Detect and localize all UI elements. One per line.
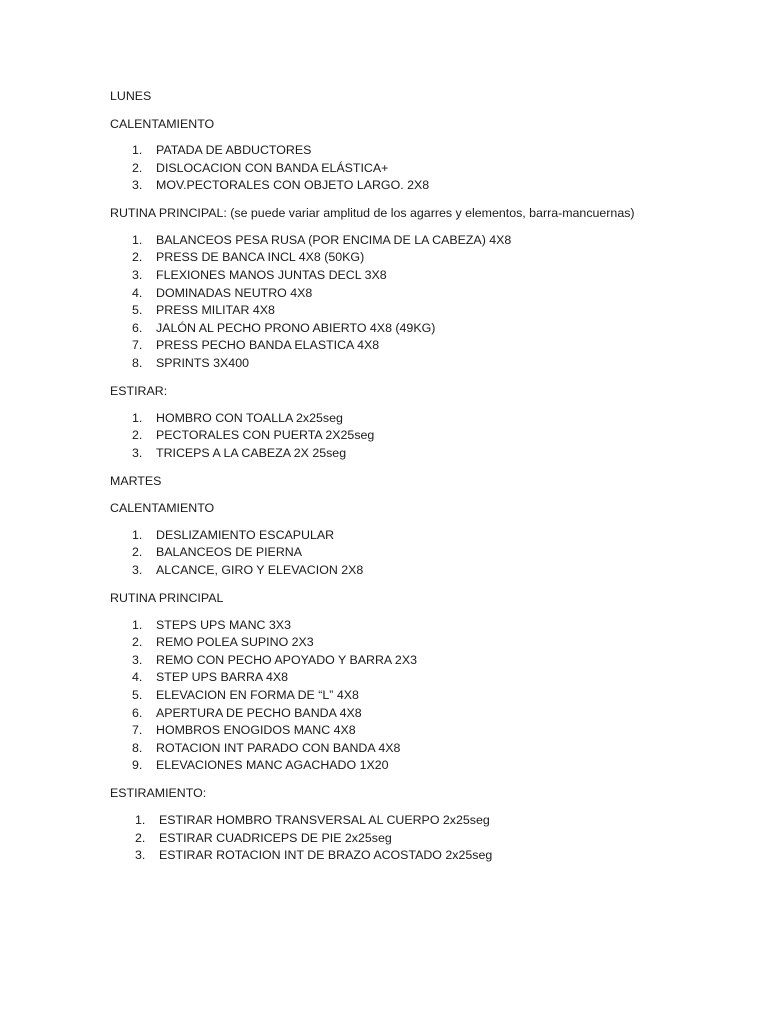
list-item-text: ELEVACION EN FORMA DE “L” 4X8 <box>156 687 359 702</box>
list-item <box>110 302 710 320</box>
list-item-text: BALANCEOS PESA RUSA (POR ENCIMA DE LA CABEZA) 4X8 <box>156 232 512 247</box>
list-item-number: 3. <box>135 848 146 863</box>
list-item-text: JALÓN AL PECHO PRONO ABIERTO 4X8 (49KG) <box>156 320 436 335</box>
numbered-list <box>110 527 710 580</box>
list-item <box>110 812 710 830</box>
list-item <box>110 740 710 758</box>
list-item <box>110 427 710 445</box>
list-item <box>110 355 710 373</box>
section-heading: ESTIRAR: <box>110 384 168 399</box>
list-item-text: APERTURA DE PECHO BANDA 4X8 <box>156 705 362 720</box>
list-item <box>110 527 710 545</box>
day-heading-lunes: LUNES <box>110 89 152 103</box>
list-item-text: PRESS PECHO BANDA ELASTICA 4X8 <box>156 338 380 353</box>
list-item <box>110 320 710 338</box>
list-item-number: 3. <box>132 178 143 193</box>
list-item <box>110 634 710 652</box>
list-item-text: PRESS DE BANCA INCL 4X8 (50KG) <box>156 250 365 265</box>
list-item <box>110 142 710 160</box>
section-heading: CALENTAMIENTO <box>110 501 215 516</box>
list-item-text: PECTORALES CON PUERTA 2X25seg <box>156 428 375 443</box>
list-item-number: 1. <box>132 617 143 632</box>
list-item <box>110 652 710 670</box>
list-item-text: DISLOCACION CON BANDA ELÁSTICA+ <box>156 160 389 175</box>
list-item-number: 2. <box>132 160 143 175</box>
list-item-text: STEPS UPS MANC 3X3 <box>156 617 291 632</box>
list-item-text: ESTIRAR HOMBRO TRANSVERSAL AL CUERPO 2x25seg <box>159 812 490 827</box>
numbered-list <box>110 410 710 463</box>
section-heading: RUTINA PRINCIPAL <box>110 591 224 606</box>
list-item-number: 2. <box>132 428 143 443</box>
list-item-number: 4. <box>132 670 143 685</box>
list-item-text: HOMBRO CON TOALLA 2x25seg <box>156 410 343 425</box>
list-item <box>110 847 710 865</box>
list-item-number: 1. <box>132 232 143 247</box>
list-item-text: ELEVACIONES MANC AGACHADO 1X20 <box>156 758 389 773</box>
list-item <box>110 722 710 740</box>
list-item <box>110 617 710 635</box>
list-item-number: 6. <box>132 320 143 335</box>
list-item-number: 1. <box>132 527 143 542</box>
list-item-number: 3. <box>132 652 143 667</box>
list-item <box>110 445 710 463</box>
list-item-text: ESTIRAR CUADRICEPS DE PIE 2x25seg <box>159 830 392 845</box>
section-heading: ESTIRAMIENTO: <box>110 786 207 801</box>
list-item-number: 7. <box>132 338 143 353</box>
numbered-list <box>110 232 710 373</box>
list-item-text: SPRINTS 3X400 <box>156 355 249 370</box>
list-item-number: 5. <box>132 303 143 318</box>
list-item-text: DOMINADAS NEUTRO 4X8 <box>156 285 313 300</box>
list-item-text: ALCANCE, GIRO Y ELEVACION 2X8 <box>156 563 364 577</box>
list-item-number: 2. <box>132 635 143 650</box>
section-heading: RUTINA PRINCIPAL: (se puede variar amplitud de los agarres y elementos, barra-mancuernas) <box>110 206 635 221</box>
list-item-number: 3. <box>132 563 143 577</box>
list-item-text: DESLIZAMIENTO ESCAPULAR <box>156 527 335 542</box>
numbered-list <box>110 142 710 195</box>
list-item-number: 1. <box>132 410 143 425</box>
list-item <box>110 160 710 178</box>
list-item <box>110 285 710 303</box>
list-item-number: 1. <box>132 143 143 157</box>
list-item <box>110 410 710 428</box>
list-item-text: PATADA DE ABDUCTORES <box>156 143 312 157</box>
list-item-number: 2. <box>132 250 143 265</box>
list-item <box>110 669 710 687</box>
list-item-text: MOV.PECTORALES CON OBJETO LARGO. 2X8 <box>156 178 430 193</box>
list-item-text: STEP UPS BARRA 4X8 <box>156 670 288 685</box>
day-heading-martes: MARTES <box>110 473 162 488</box>
list-item-number: 2. <box>132 545 143 560</box>
list-item <box>110 544 710 562</box>
list-item-number: 8. <box>132 355 143 370</box>
list-item-text: REMO POLEA SUPINO 2X3 <box>156 635 314 650</box>
list-item-number: 7. <box>132 723 143 738</box>
list-item-number: 9. <box>132 758 143 773</box>
list-item <box>110 757 710 775</box>
list-item-number: 5. <box>132 687 143 702</box>
list-item <box>110 249 710 267</box>
list-item-text: BALANCEOS DE PIERNA <box>156 545 302 560</box>
list-item <box>110 830 710 848</box>
list-item-text: HOMBROS ENOGIDOS MANC 4X8 <box>156 723 356 738</box>
list-item-text: FLEXIONES MANOS JUNTAS DECL 3X8 <box>156 267 387 282</box>
list-item-number: 4. <box>132 285 143 300</box>
list-item-text: TRICEPS A LA CABEZA 2X 25seg <box>156 445 347 460</box>
list-item-text: PRESS MILITAR 4X8 <box>156 303 275 318</box>
list-item-text: ROTACION INT PARADO CON BANDA 4X8 <box>156 740 401 755</box>
numbered-list <box>110 812 710 865</box>
list-item <box>110 177 710 195</box>
list-item-number: 6. <box>132 705 143 720</box>
list-item <box>110 337 710 355</box>
list-item <box>110 267 710 285</box>
list-item-number: 8. <box>132 740 143 755</box>
list-item-number: 1. <box>135 812 146 827</box>
list-item-text: REMO CON PECHO APOYADO Y BARRA 2X3 <box>156 652 417 667</box>
list-item-number: 3. <box>132 267 143 282</box>
list-item-number: 3. <box>132 445 143 460</box>
section-heading: CALENTAMIENTO <box>110 116 215 131</box>
list-item <box>110 687 710 705</box>
list-item <box>110 705 710 723</box>
list-item-number: 2. <box>135 830 146 845</box>
document-body <box>110 87 710 874</box>
numbered-list <box>110 617 710 775</box>
list-item <box>110 232 710 250</box>
list-item <box>110 562 710 580</box>
list-item-text: ESTIRAR ROTACION INT DE BRAZO ACOSTADO 2x25seg <box>159 848 493 863</box>
